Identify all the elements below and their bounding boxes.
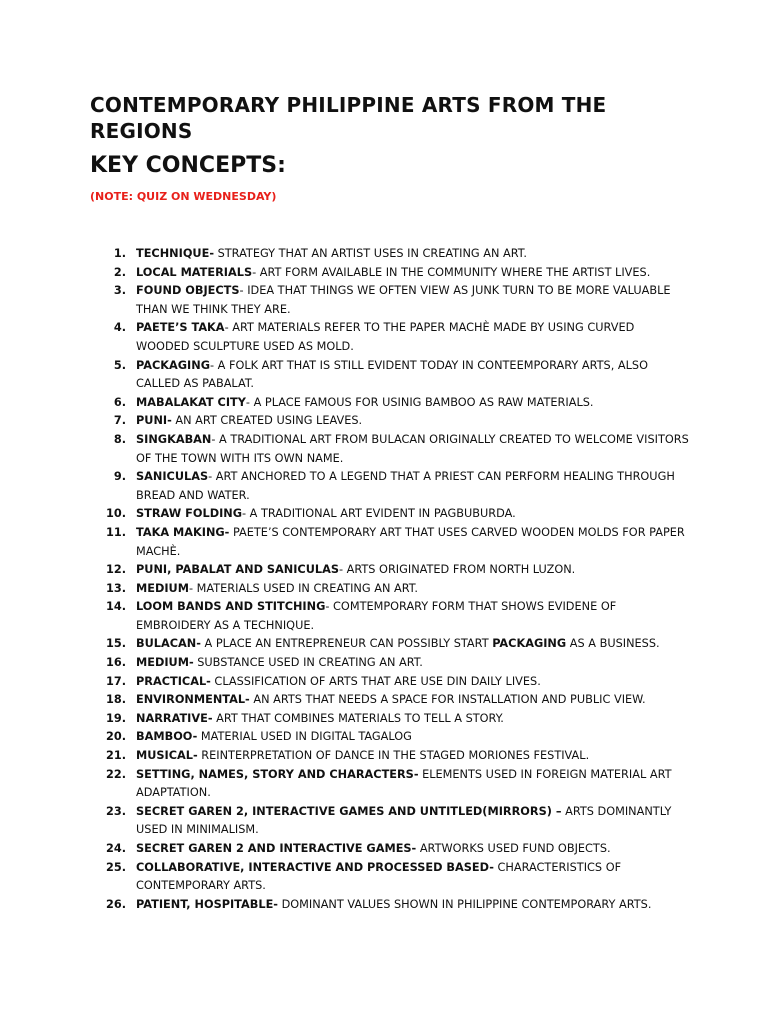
item-number: 22. bbox=[105, 767, 126, 781]
concept-term: LOCAL MATERIALS bbox=[136, 265, 253, 279]
concept-definition: CLASSIFICATION OF ARTS THAT ARE USE DIN DAILY LIVES. bbox=[210, 674, 541, 688]
concept-term: BAMBOO- bbox=[136, 730, 198, 744]
concept-definition: PAETE’S CONTEMPORARY ART THAT USES CARVED WOODEN MOLDS FOR PAPER MACHÈ. bbox=[136, 525, 685, 558]
list-item bbox=[90, 357, 690, 394]
list-item bbox=[90, 728, 690, 747]
list-item bbox=[90, 766, 690, 803]
concept-definition: ELEMENTS USED IN FOREIGN MATERIAL ART ADAPTATION. bbox=[136, 767, 672, 800]
concept-definition: - ART ANCHORED TO A LEGEND THAT A PRIEST CAN PERFORM HEALING THROUGH BREAD AND WATER. bbox=[136, 470, 675, 502]
concept-definition: - A PLACE FAMOUS FOR USINIG BAMBOO AS RAW MATERIALS. bbox=[245, 395, 594, 409]
item-number: 1. bbox=[113, 247, 126, 260]
concept-definition-tail: AS A BUSINESS. bbox=[566, 637, 660, 651]
concept-term: MABALAKAT CITY bbox=[136, 395, 246, 409]
item-number: 4. bbox=[113, 321, 126, 335]
concept-definition: REINTERPRETATION OF DANCE IN THE STAGED MORIONES FESTIVAL. bbox=[197, 749, 590, 763]
concept-term: SECRET GAREN 2 AND INTERACTIVE GAMES- bbox=[136, 842, 417, 855]
concept-term: SECRET GAREN 2, INTERACTIVE GAMES AND UNTITLED(MIRRORS) – bbox=[136, 804, 562, 818]
list-item bbox=[90, 673, 690, 692]
item-number: 9. bbox=[113, 470, 126, 484]
concept-definition: MATERIAL USED IN DIGITAL TAGALOG bbox=[197, 730, 412, 744]
concept-definition: ART THAT COMBINES MATERIALS TO TELL A STORY. bbox=[212, 711, 504, 725]
concept-term: BULACAN- bbox=[136, 637, 201, 651]
item-number: 13. bbox=[105, 581, 126, 595]
concept-term: TECHNIQUE- bbox=[136, 247, 215, 260]
item-number: 19. bbox=[105, 711, 126, 725]
quiz-note: (NOTE: QUIZ ON WEDNESDAY) bbox=[90, 190, 277, 203]
list-item bbox=[90, 635, 690, 654]
concept-definition: - MATERIALS USED IN CREATING AN ART. bbox=[188, 581, 418, 595]
list-item bbox=[90, 245, 690, 264]
concept-definition: - COMTEMPORARY FORM THAT SHOWS EVIDENE OF EMBROIDERY AS A TECHNIQUE. bbox=[136, 600, 617, 632]
item-number: 17. bbox=[105, 674, 126, 688]
concept-definition: A PLACE AN ENTREPRENEUR CAN POSSIBLY START bbox=[200, 637, 493, 651]
list-item bbox=[90, 505, 690, 524]
concept-term: NARRATIVE- bbox=[136, 711, 213, 725]
concept-term: PAETE’S TAKA bbox=[136, 321, 225, 335]
concept-definition: DOMINANT VALUES SHOWN IN PHILIPPINE CONTEMPORARY ARTS. bbox=[277, 897, 652, 911]
list-item bbox=[90, 710, 690, 729]
item-number: 15. bbox=[105, 637, 126, 651]
concept-term: MEDIUM- bbox=[136, 656, 194, 670]
concept-definition: - ART MATERIALS REFER TO THE PAPER MACHÈ MADE BY USING CURVED WOODED SCULPTURE USED AS MOLD. bbox=[136, 321, 635, 353]
list-item bbox=[90, 580, 690, 599]
concept-term: PATIENT, HOSPITABLE- bbox=[136, 897, 278, 911]
list-item bbox=[90, 561, 690, 580]
page-title: CONTEMPORARY PHILIPPINE ARTS FROM THE REGIONS bbox=[90, 93, 607, 143]
concept-term-inline: PACKAGING bbox=[492, 637, 567, 651]
item-number: 7. bbox=[113, 414, 126, 428]
concept-definition: CHARACTERISTICS OF CONTEMPORARY ARTS. bbox=[136, 860, 622, 893]
list-item bbox=[90, 431, 690, 468]
list-item bbox=[90, 468, 690, 505]
concept-definition: AN ART CREATED USING LEAVES. bbox=[171, 414, 363, 428]
concept-definition: - IDEA THAT THINGS WE OFTEN VIEW AS JUNK TURN TO BE MORE VALUABLE THAN WE THINK THEY ARE. bbox=[136, 284, 671, 316]
concept-term: PACKAGING bbox=[136, 358, 210, 372]
item-number: 6. bbox=[113, 395, 126, 409]
list-item bbox=[90, 264, 690, 283]
item-number: 24. bbox=[105, 842, 126, 855]
item-number: 14. bbox=[105, 600, 126, 614]
concept-term: ENVIRONMENTAL- bbox=[136, 693, 250, 707]
concept-term: FOUND OBJECTS bbox=[136, 284, 240, 298]
list-item bbox=[90, 896, 690, 915]
item-number: 11. bbox=[105, 525, 126, 539]
item-number: 12. bbox=[105, 563, 126, 577]
concept-term: SANICULAS bbox=[136, 470, 209, 484]
list-item bbox=[90, 412, 690, 431]
list-item bbox=[90, 840, 690, 859]
item-number: 2. bbox=[113, 265, 126, 279]
concept-definition: - ARTS ORIGINATED FROM NORTH LUZON. bbox=[338, 563, 576, 577]
list-item bbox=[90, 598, 690, 635]
concept-definition: AN ARTS THAT NEEDS A SPACE FOR INSTALLATION AND PUBLIC VIEW. bbox=[249, 693, 646, 707]
list-item bbox=[90, 859, 690, 896]
concept-term: TAKA MAKING- bbox=[136, 525, 230, 539]
list-item bbox=[90, 691, 690, 710]
concept-term: SETTING, NAMES, STORY AND CHARACTERS- bbox=[136, 767, 419, 781]
concept-term: MEDIUM bbox=[136, 581, 189, 595]
concept-term: PRACTICAL- bbox=[136, 674, 211, 688]
key-concepts-list bbox=[90, 245, 690, 914]
concept-term: STRAW FOLDING bbox=[136, 507, 242, 521]
item-number: 8. bbox=[113, 432, 126, 446]
concept-definition: SUBSTANCE USED IN CREATING AN ART. bbox=[193, 656, 423, 670]
concept-definition: - A FOLK ART THAT IS STILL EVIDENT TODAY IN CONTEEMPORARY ARTS, ALSO CALLED AS PABALAT. bbox=[136, 358, 648, 391]
section-heading: KEY CONCEPTS: bbox=[90, 153, 286, 178]
concept-definition: STRATEGY THAT AN ARTIST USES IN CREATING AN ART. bbox=[214, 247, 527, 260]
concept-term: LOOM BANDS AND STITCHING bbox=[136, 600, 326, 614]
concept-definition: - A TRADITIONAL ART FROM BULACAN ORIGINALLY CREATED TO WELCOME VISITORS OF THE TOWN WITH ITS OWN NAME. bbox=[136, 432, 689, 465]
item-number: 16. bbox=[105, 656, 126, 670]
concept-definition: ARTWORKS USED FUND OBJECTS. bbox=[416, 842, 611, 855]
concept-definition: - A TRADITIONAL ART EVIDENT IN PAGBUBURDA. bbox=[242, 507, 516, 521]
list-item bbox=[90, 747, 690, 766]
concept-term: SINGKABAN bbox=[136, 432, 212, 446]
concept-term: MUSICAL- bbox=[136, 749, 198, 763]
item-number: 21. bbox=[105, 749, 126, 763]
list-item bbox=[90, 319, 690, 356]
item-number: 5. bbox=[113, 358, 126, 372]
item-number: 26. bbox=[105, 897, 126, 911]
item-number: 20. bbox=[105, 730, 126, 744]
list-item bbox=[90, 282, 690, 319]
list-item bbox=[90, 524, 690, 561]
item-number: 25. bbox=[105, 860, 126, 874]
list-item bbox=[90, 654, 690, 673]
item-number: 10. bbox=[105, 507, 126, 521]
item-number: 18. bbox=[105, 693, 126, 707]
concept-term: PUNI- bbox=[136, 414, 172, 428]
item-number: 3. bbox=[113, 284, 126, 298]
concept-definition: ARTS DOMINANTLY USED IN MINIMALISM. bbox=[136, 804, 672, 837]
concept-definition: - ART FORM AVAILABLE IN THE COMMUNITY WHERE THE ARTIST LIVES. bbox=[252, 265, 651, 279]
item-number: 23. bbox=[105, 804, 126, 818]
concept-term: COLLABORATIVE, INTERACTIVE AND PROCESSED BASED- bbox=[136, 860, 494, 874]
concept-term: PUNI, PABALAT AND SANICULAS bbox=[136, 563, 339, 577]
list-item bbox=[90, 394, 690, 413]
list-item bbox=[90, 803, 690, 840]
